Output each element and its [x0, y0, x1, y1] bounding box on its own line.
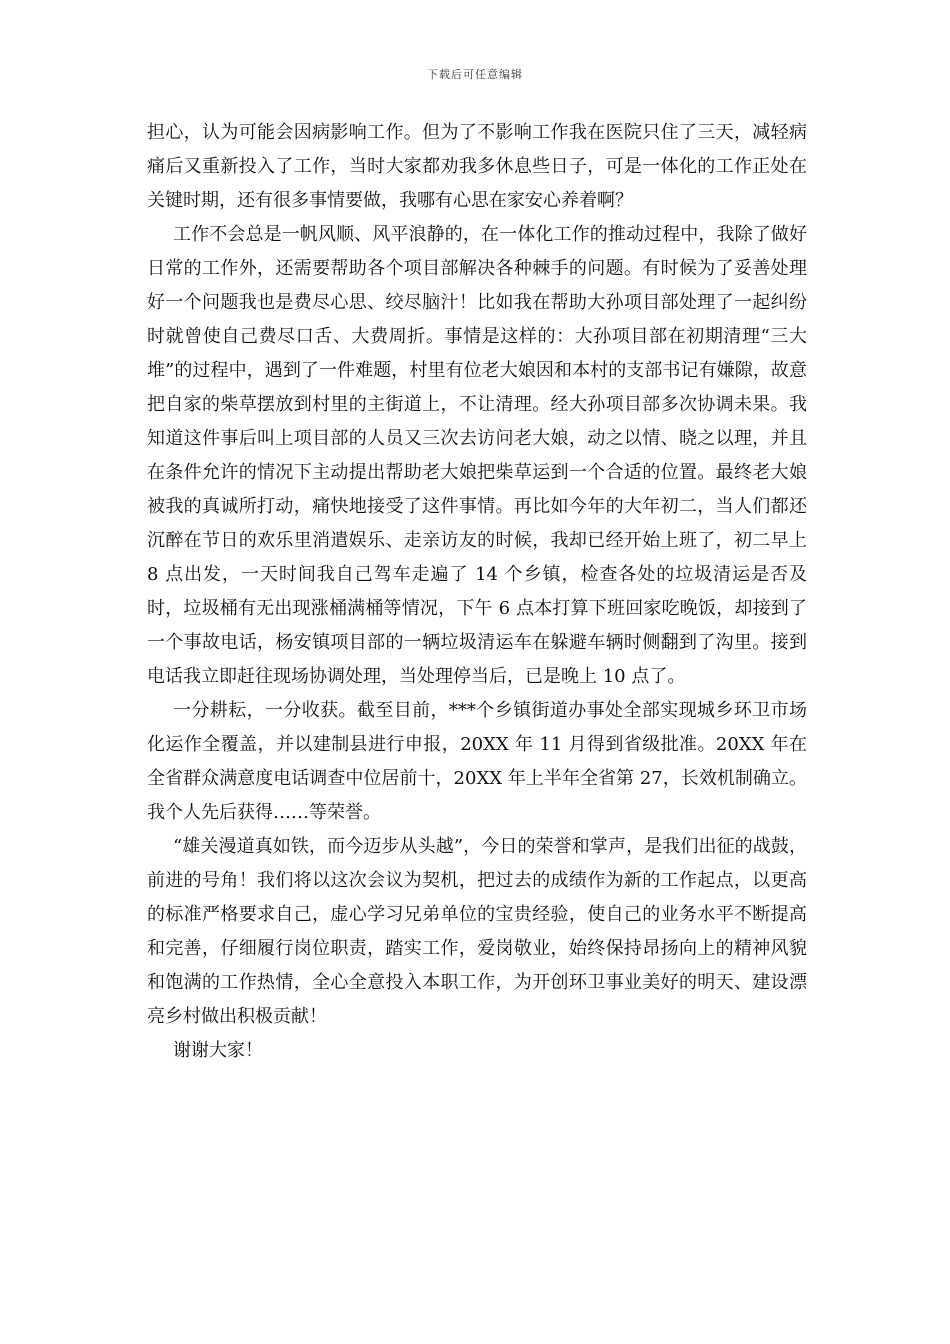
closing-line: 谢谢大家！ [173, 1040, 263, 1061]
paragraph: “雄关漫道真如铁，而今迈步从头越”，今日的荣誉和掌声，是我们出征的战鼓，前进的号角！我们将以这次会议为契机，把过去的成绩作为新的工作起点，以更高的标准严格要求自己，虚心学习兄弟单位的宝贵经验，使自己的业务水平不断提高和完善，仔细履行岗位职责，踏实工作，爱岗敬业，始终保持昂扬向上的精神风貌和饱满的工作热情，全心全意投入本职工作，为开创环卫事业美好的明天、建设漂亮乡村做出积极贡献！ [147, 836, 807, 1027]
paragraph: 担心，认为可能会因病影响工作。但为了不影响工作我在医院只住了三天，减轻病痛后又重新投入了工作，当时大家都劝我多休息些日子，可是一体化的工作正处在关键时期，还有很多事情要做，我哪有心思在家安心养着啊？ [147, 122, 807, 211]
document-body [147, 116, 807, 1068]
page-header-note: 下载后可任意编辑 [427, 68, 523, 81]
paragraph: 一分耕耘，一分收获。截至目前，***个乡镇街道办事处全部实现城乡环卫市场化运作全覆盖，并以建制县进行申报，20XX 年 11 月得到省级批准。20XX 年在全省群众满意度电话调查中位居前十，20XX 年上半年全省第 27，长效机制确立。我个人先后获得……等荣誉。 [147, 700, 807, 823]
paragraph: 工作不会总是一帆风顺、风平浪静的，在一体化工作的推动过程中，我除了做好日常的工作外，还需要帮助各个项目部解决各种棘手的问题。有时候为了妥善处理好一个问题我也是费尽心思、绞尽脑汁！比如我在帮助大孙项目部处理了一起纠纷时就曾使自己费尽口舌、大费周折。事情是这样的：大孙项目部在初期清理“三大堆”的过程中，遇到了一件难题，村里有位老大娘因和本村的支部书记有嫌隙，故意把自家的柴草摆放到村里的主街道上，不让清理。经大孙项目部多次协调未果。我知道这件事后叫上项目部的人员又三次去访问老大娘，动之以情、晓之以理，并且在条件允许的情况下主动提出帮助老大娘把柴草运到一个合适的位置。最终老大娘被我的真诚所打动，痛快地接受了这件事情。再比如今年的大年初二，当人们都还沉醉在节日的欢乐里消遣娱乐、走亲访友的时候，我却已经开始上班了，初二早上 8 点出发，一天时间我自己驾车走遍了 14 个乡镇，检查各处的垃圾清运是否及时，垃圾桶有无出现涨桶满桶等情况，下午 6 点本打算下班回家吃晚饭，却接到了一个事故电话，杨安镇项目部的一辆垃圾清运车在躲避车辆时侧翻到了沟里。接到电话我立即赶往现场协调处理，当处理停当后，已是晚上 10 点了。 [147, 224, 807, 687]
